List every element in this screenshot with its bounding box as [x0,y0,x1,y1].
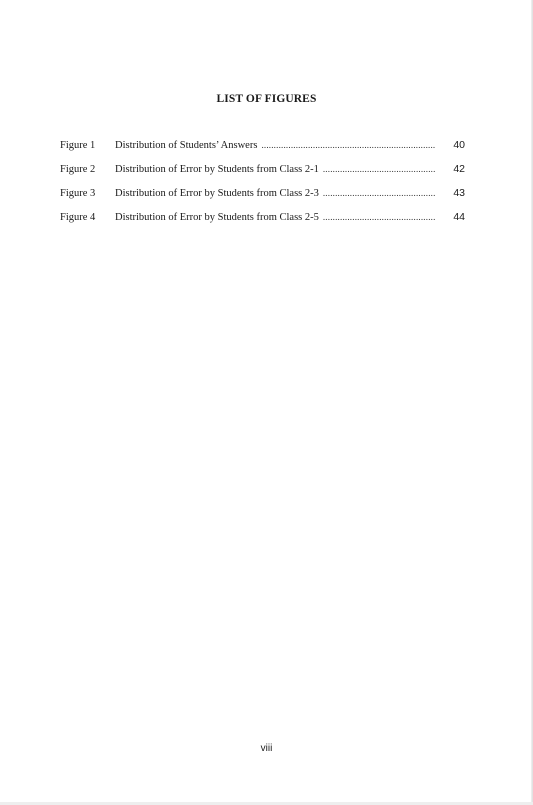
figure-title: Distribution of Error by Students from Class 2-3 [115,188,319,199]
figure-page-number: 44 [453,211,465,223]
dot-leader [323,164,435,174]
figure-entry-2 [60,163,465,187]
figure-title: Distribution of Error by Students from Class 2-1 [115,164,319,175]
figure-label: Figure 1 [60,140,96,151]
figure-title: Distribution of Error by Students from Class 2-5 [115,212,319,223]
figure-entry-4 [60,211,465,235]
figure-entry-3 [60,187,465,211]
figure-label: Figure 4 [60,212,96,223]
dot-leader [323,212,435,222]
figure-page-number: 43 [453,187,465,199]
page-number: viii [260,743,273,754]
dot-leader [261,140,435,150]
figure-label: Figure 3 [60,188,96,199]
dot-leader [323,188,435,198]
figure-list [60,139,465,235]
figure-page-number: 42 [453,163,465,175]
figure-title: Distribution of Students’ Answers [115,140,258,151]
figure-page-number: 40 [453,139,465,151]
figure-label: Figure 2 [60,164,96,175]
page-title: LIST OF FIGURES [216,93,317,105]
figure-entry-1 [60,139,465,163]
